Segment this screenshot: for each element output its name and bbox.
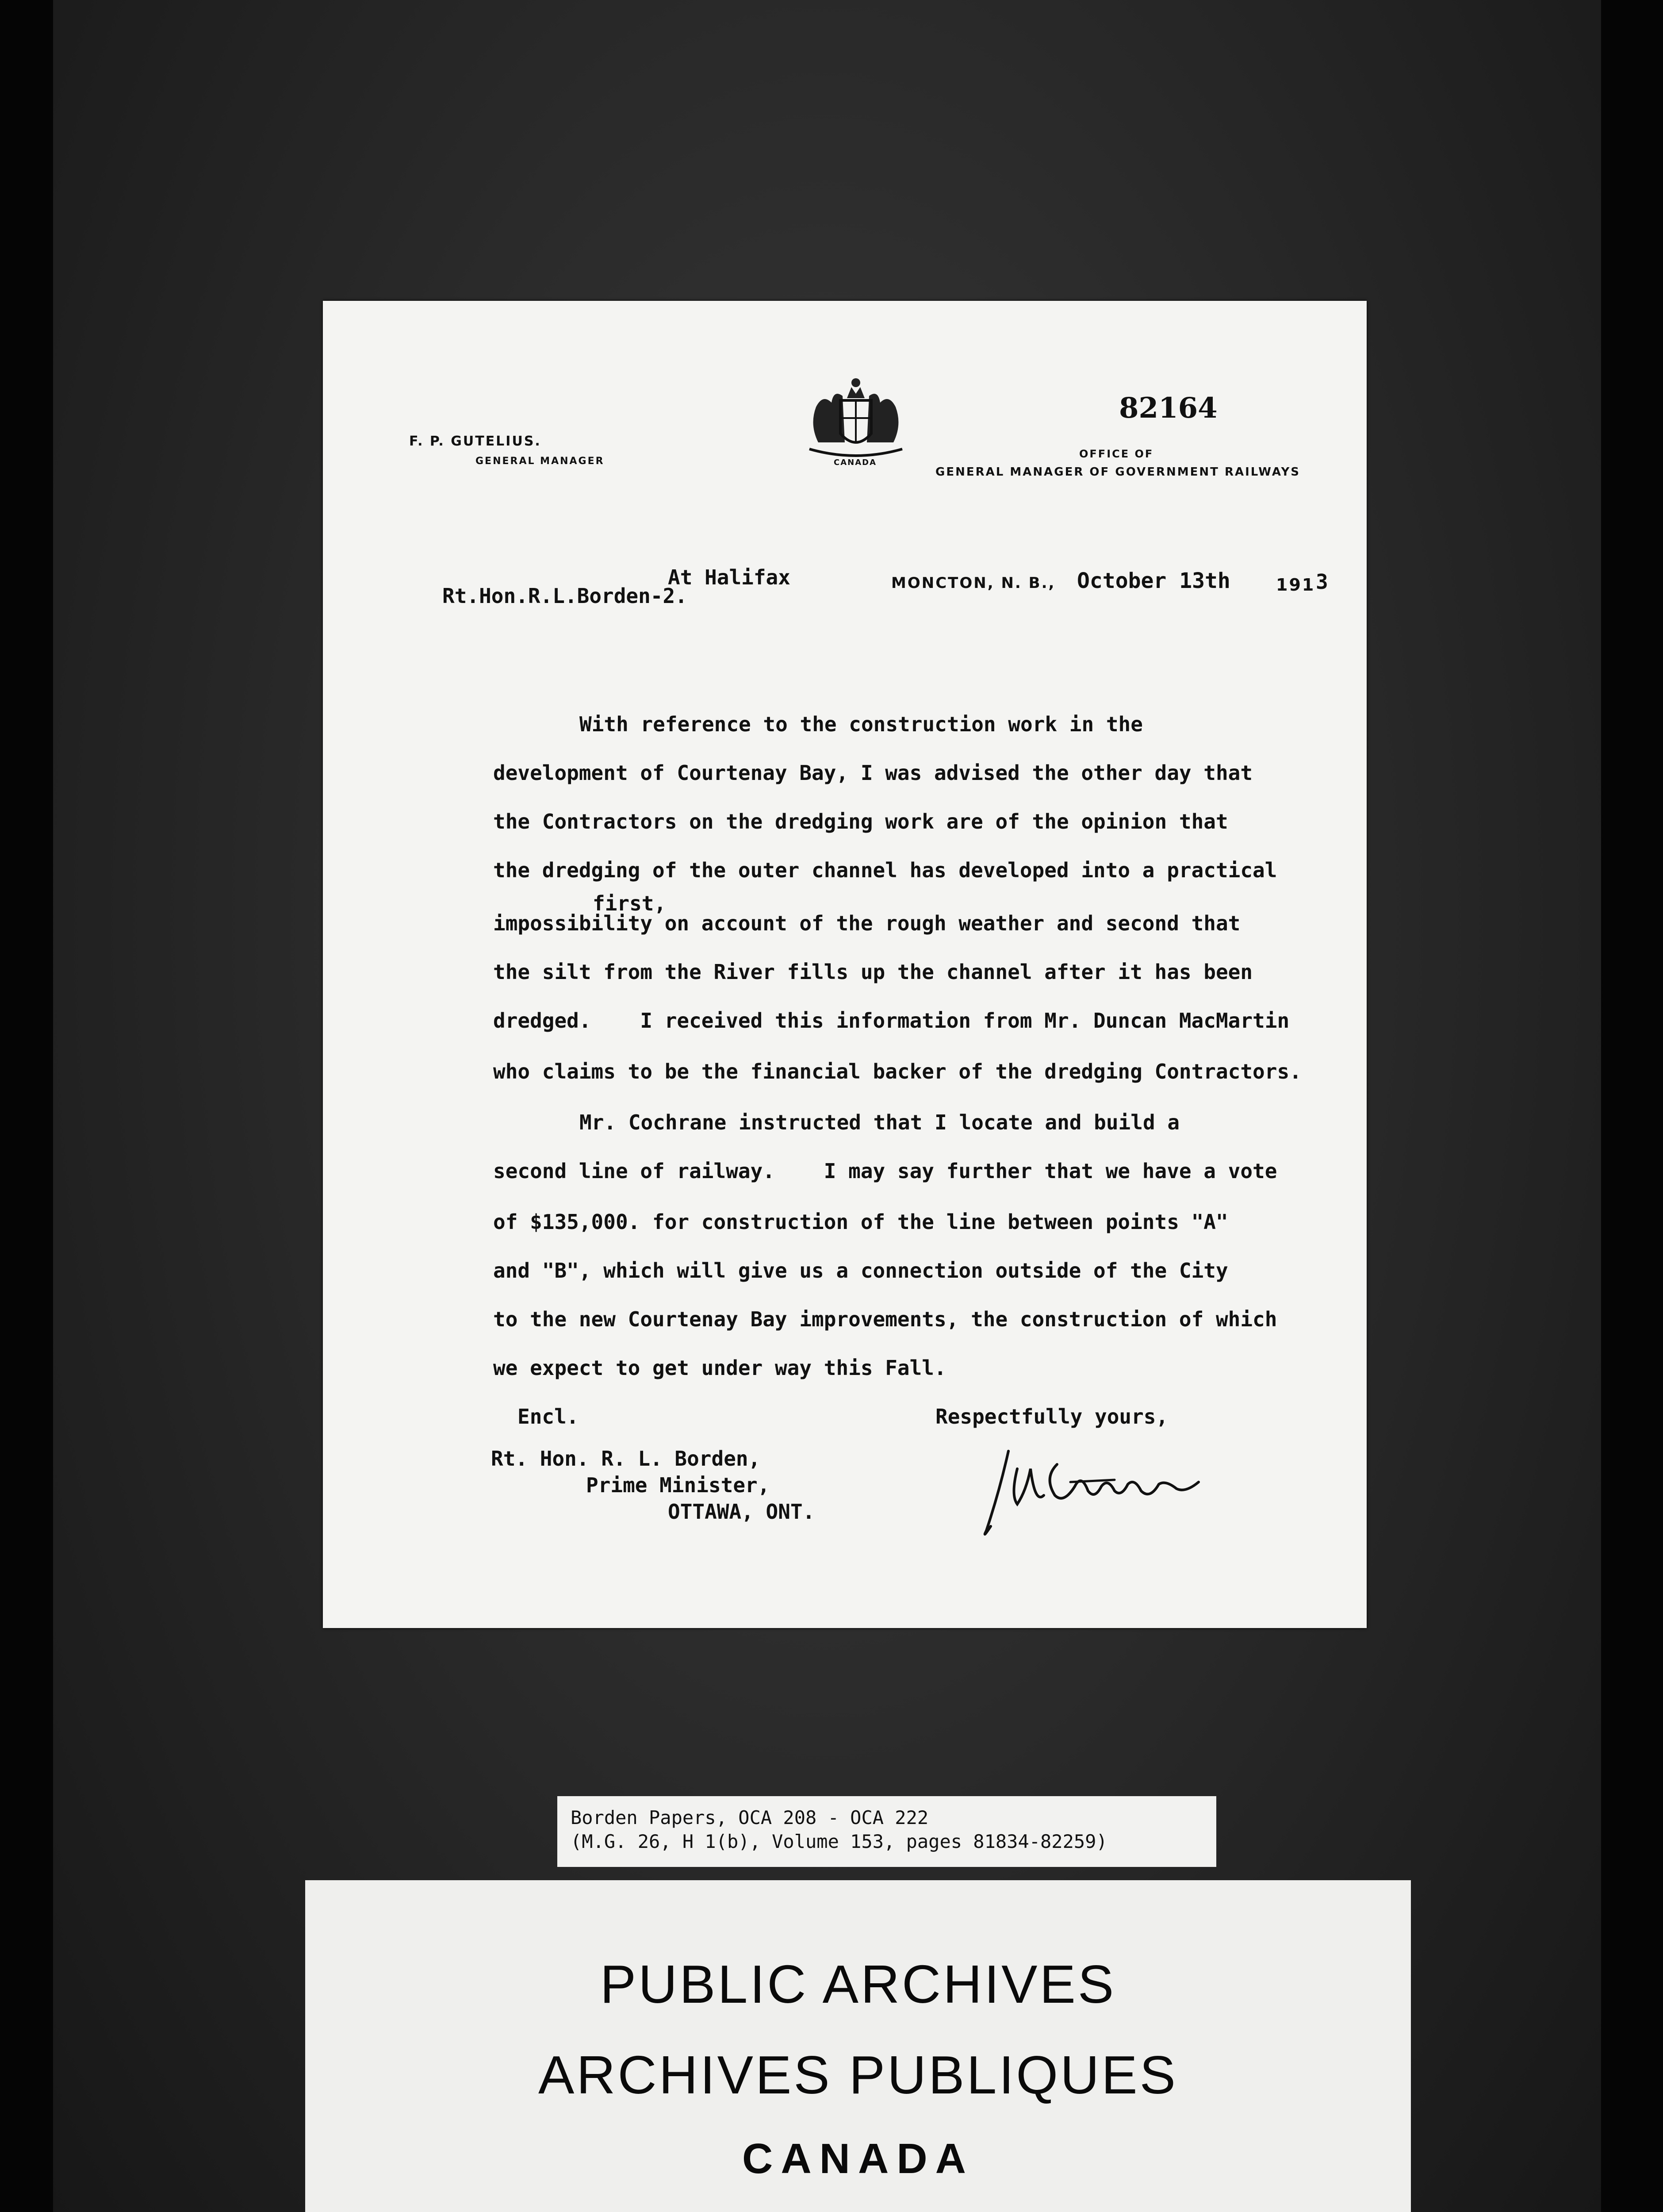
office-title: GENERAL MANAGER OF GOVERNMENT RAILWAYS (935, 465, 1301, 479)
body-line: Mr. Cochrane instructed that I locate and build a (579, 1110, 1180, 1134)
reference-label (557, 1796, 1216, 1867)
archives-line-french: ARCHIVES PUBLIQUES (538, 2045, 1178, 2105)
enclosure-note: Encl. (517, 1405, 579, 1429)
document-number: 82164 (1119, 392, 1218, 425)
film-edge-right (1601, 0, 1663, 2212)
body-line: the silt from the River fills up the channel after it has been (493, 960, 1253, 984)
body-line: second line of railway. I may say further that we have a vote (493, 1159, 1277, 1183)
archives-line-country: CANADA (742, 2135, 974, 2182)
archives-card (305, 1880, 1411, 2212)
body-line: impossibility on account of the rough weather and second that (493, 911, 1241, 935)
body-line: the dredging of the outer channel has developed into a practical (493, 858, 1277, 882)
body-line: we expect to get under way this Fall. (493, 1356, 946, 1380)
body-line: dredged. I received this information from Mr. Duncan MacMartin (493, 1009, 1290, 1033)
inserted-word: first, (593, 891, 667, 915)
body-line: to the new Courtenay Bay improvements, the construction of which (493, 1307, 1277, 1331)
letter-date: October 13th (1077, 568, 1230, 593)
body-line: of $135,000. for construction of the line between points "A" (493, 1210, 1228, 1234)
year-prefix: 191 (1276, 575, 1315, 595)
crest-label: CANADA (834, 458, 877, 467)
handwritten-signature (969, 1438, 1216, 1544)
reference-line-2: (M.G. 26, H 1(b), Volume 153, pages 81834-82259) (571, 1831, 1107, 1852)
at-place: At Halifax (668, 565, 790, 589)
recipient-city: OTTAWA, ONT. (668, 1500, 815, 1524)
reference-line-1: Borden Papers, OCA 208 - OCA 222 (571, 1807, 929, 1828)
letterhead-role: GENERAL MANAGER (475, 456, 605, 467)
body-line: who claims to be the financial backer of the dredging Contractors. (493, 1060, 1302, 1083)
body-line: development of Courtenay Bay, I was advised the other day that (493, 761, 1253, 785)
body-line: and "B", which will give us a connection outside of the City (493, 1259, 1228, 1283)
body-line: the Contractors on the dredging work are of the opinion that (493, 810, 1228, 833)
recipient-title: Prime Minister, (586, 1473, 770, 1497)
year-suffix: 3 (1316, 570, 1328, 594)
archives-line-english: PUBLIC ARCHIVES (600, 1954, 1116, 2014)
letterhead-name: F. P. GUTELIUS. (409, 434, 541, 449)
recipient-name: Rt. Hon. R. L. Borden, (491, 1447, 761, 1471)
addressee-line: Rt.Hon.R.L.Borden-2. (442, 584, 687, 608)
body-line: With reference to the construction work in the (579, 712, 1143, 736)
closing-salutation: Respectfully yours, (935, 1405, 1169, 1429)
office-of-label: OFFICE OF (1079, 448, 1154, 460)
place-label: MONCTON, N. B., (891, 574, 1056, 592)
film-edge-left (0, 0, 53, 2212)
canada-crest-icon (792, 376, 920, 465)
letter-sheet (323, 301, 1367, 1628)
